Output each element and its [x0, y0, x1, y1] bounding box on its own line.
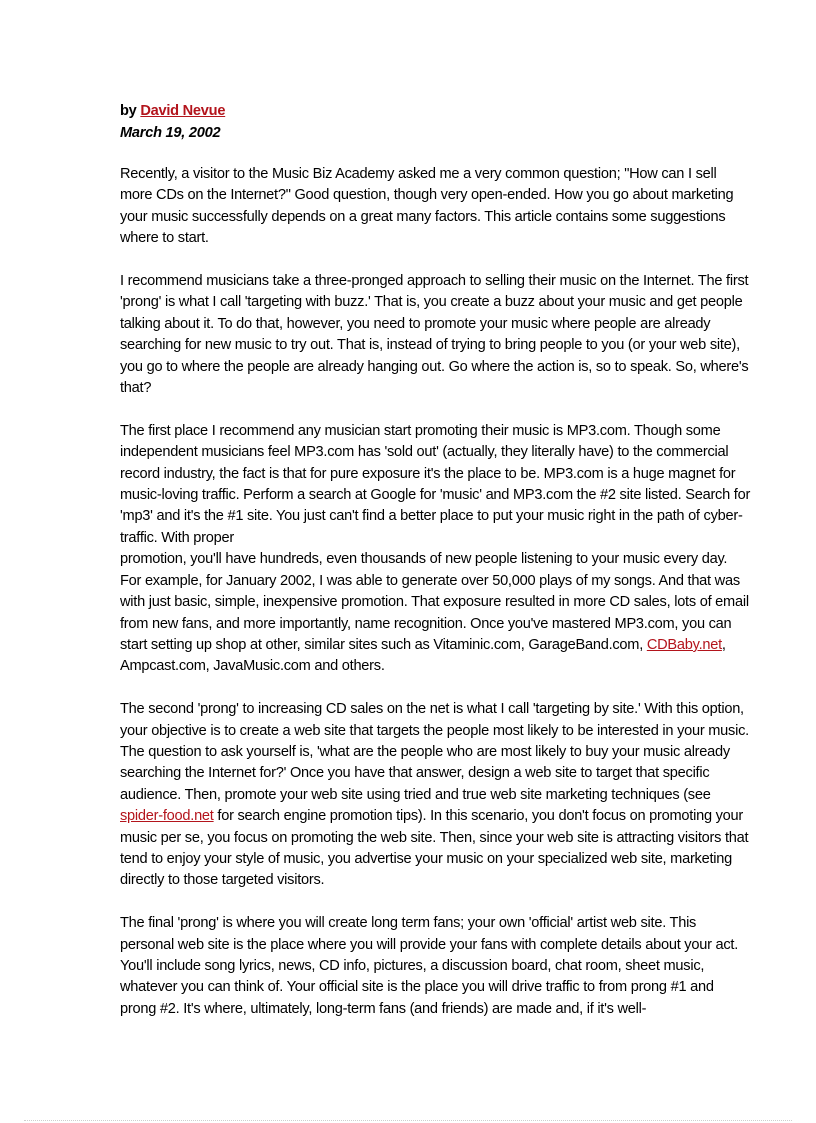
paragraph-4-text-b: for search engine promotion tips). In this scenario, you don't focus on promoting your music per se, you focus on promoting the web site. Then, since your web site is attracting visitors that tend to enjoy your style of music, you advertise your music on your specialized web site, marketing directly to those targeted visitors.: [120, 808, 749, 889]
paragraph-4: [120, 699, 752, 892]
byline-prefix: by: [120, 103, 141, 119]
paragraph-4-text-a: The second 'prong' to increasing CD sales on the net is what I call 'targeting by site.' With this option, your objective is to create a web site that targets the people most likely to be interested in your music. The question to ask yourself is, 'what are the people who are most likely to buy your music already searching the Internet for?' Once you have that answer, design a web site to target that specific audience. Then, promote your web site using tried and true web site marketing techniques (see: [120, 701, 749, 803]
byline: [120, 100, 752, 122]
author-link[interactable]: David Nevue: [140, 103, 226, 119]
paragraph-2: I recommend musicians take a three-pronged approach to selling their music on the Internet. The first 'prong' is what I call 'targeting with buzz.' That is, you create a buzz about your music and get people talking about it. To do that, however, you need to promote your music where people are already searching for new music to try out. That is, instead of trying to bring people to you (or your web site), you go to where the people are already hanging out. Go where the action is, so to speak. So, where's that?: [120, 273, 749, 397]
cdbaby-link[interactable]: CDBaby.net: [646, 636, 722, 653]
paragraph-3-text-b: promotion, you'll have hundreds, even thousands of new people listening to your music every day. For example, for January 2002, I was able to generate over 50,000 plays of my songs. And that was with just basic, simple, inexpensive promotion. That exposure resulted in more CD sales, lots of email from new fans, and more importantly, name recognition. Once you've mastered MP3.com, you can start setting up shop at other, similar sites such as Vitaminic.com, GarageBand.com,: [120, 551, 749, 653]
paragraph-3: [120, 421, 752, 678]
spider-food-link[interactable]: spider-food.net: [120, 808, 214, 825]
article: [120, 100, 752, 1042]
paragraph-1: Recently, a visitor to the Music Biz Academy asked me a very common question; "How can I sell more CDs on the Internet?" Good question, though very open-ended. How you go about marketing your music successfully depends on a great many factors. This article contains some suggestions where to start.: [120, 166, 734, 247]
paragraph-3-text-c: , Ampcast.com, JavaMusic.com and others.: [120, 636, 726, 675]
paragraph-5: The final 'prong' is where you will create long term fans; your own 'official' artist web site. This personal web site is the place where you will provide your fans with complete details about your act. You'll include song lyrics, news, CD info, pictures, a discussion board, chat room, sheet music, whatever you can think of. Your official site is the place you will drive traffic to from prong #1 and prong #2. It's where, ultimately, long-term fans (and friends) are made and, if it's well-: [120, 915, 739, 1017]
page-bottom-divider: [24, 1120, 792, 1121]
paragraph-3-text-a: The first place I recommend any musician start promoting their music is MP3.com. Though some independent musicians feel MP3.com has 'sold out' (actually, they literally have) to the commercial record industry, the fact is that for pure exposure it's the place to be. MP3.com is a huge magnet for music-loving traffic. Perform a search at Google for 'music' and MP3.com the #2 site listed. Search for 'mp3' and it's the #1 site. You just can't find a better place to put your music right in the path of cyber-traffic. With proper: [120, 422, 751, 546]
article-date: March 19, 2002: [120, 125, 221, 141]
